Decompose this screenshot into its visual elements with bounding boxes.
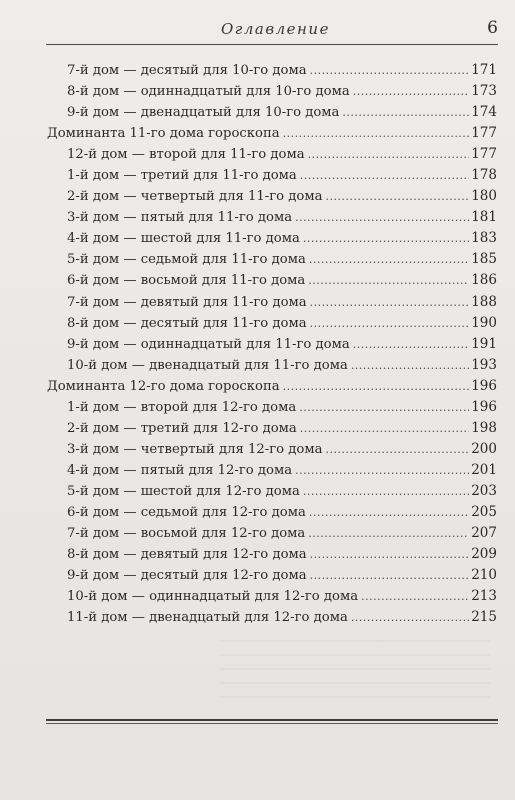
toc-entry-page: 215 <box>471 609 497 626</box>
toc-entry-page: 213 <box>471 588 497 605</box>
toc-entry <box>0 460 497 481</box>
toc-entry <box>0 544 497 565</box>
toc-entry <box>0 523 497 544</box>
dot-leader <box>351 355 469 376</box>
dot-leader <box>353 81 470 102</box>
dot-leader <box>310 60 470 81</box>
footer-rule-thin <box>46 723 498 724</box>
toc-entry <box>0 502 497 523</box>
dot-leader <box>303 481 469 502</box>
toc-entry-page: 193 <box>471 356 497 373</box>
dot-leader <box>310 292 470 313</box>
dot-leader <box>310 313 470 334</box>
toc-entry-label: 10-й дом — двенадцатый для 11-го дома <box>67 357 348 373</box>
toc-entry-page: 207 <box>471 525 497 542</box>
dot-leader <box>295 460 469 481</box>
toc-entry-page: 201 <box>471 461 497 478</box>
toc-entry-page: 183 <box>471 230 497 247</box>
toc-entry <box>0 81 497 102</box>
toc-entry-page: 173 <box>471 83 497 100</box>
toc-entry-label: 1-й дом — второй для 12-го дома <box>67 399 297 415</box>
toc-entry <box>0 607 497 628</box>
dot-leader <box>308 523 469 544</box>
dot-leader <box>295 207 469 228</box>
toc-entry-label: 10-й дом — одиннадцатый для 12-го дома <box>67 589 359 605</box>
toc-entry <box>0 334 497 355</box>
dot-leader <box>308 270 469 291</box>
dot-leader <box>300 418 469 439</box>
toc-entry-label: 11-й дом — двенадцатый для 12-го дома <box>67 610 348 626</box>
toc-entry-page: 186 <box>471 272 497 289</box>
toc-entry-label: 3-й дом — пятый для 11-го дома <box>67 210 293 226</box>
toc-entry-label: 2-й дом — третий для 12-го дома <box>67 420 297 436</box>
toc-entry-page: 191 <box>471 335 497 352</box>
toc-entry-page: 171 <box>471 62 497 78</box>
toc-entry-page: 180 <box>471 188 497 205</box>
toc-entry <box>0 397 497 418</box>
toc-entry-page: 174 <box>471 104 497 121</box>
toc-entry <box>0 207 497 228</box>
toc-entry-label: 9-й дом — одиннадцатый для 11-го дома <box>67 336 350 352</box>
dot-leader <box>351 607 469 628</box>
toc-entry <box>0 186 497 207</box>
toc-entry <box>0 418 497 439</box>
toc-entry <box>0 228 497 249</box>
toc-entry-page: 198 <box>471 419 497 436</box>
toc-entry-label: 4-й дом — пятый для 12-го дома <box>67 462 293 478</box>
toc-entry-label: 8-й дом — десятый для 11-го дома <box>67 315 307 331</box>
dot-leader <box>325 186 469 207</box>
toc-entry <box>0 102 497 123</box>
toc-entry-page: 209 <box>471 546 497 563</box>
table-of-contents <box>0 60 515 628</box>
toc-entry <box>0 270 497 291</box>
toc-entry-label: Доминанта 11-го дома гороскопа <box>47 126 280 142</box>
dot-leader <box>309 502 469 523</box>
toc-entry-label: 5-й дом — шестой для 12-го дома <box>67 483 300 499</box>
toc-entry-label: 4-й дом — шестой для 11-го дома <box>67 231 300 247</box>
header-rule <box>46 44 498 45</box>
dot-leader <box>309 249 469 270</box>
toc-entry-label: 9-й дом — десятый для 12-го дома <box>67 568 307 584</box>
toc-entry-label: 8-й дом — одиннадцатый для 10-го дома <box>67 84 350 100</box>
dot-leader <box>300 165 469 186</box>
header-title: Оглавление <box>221 20 330 38</box>
toc-entry-label: 5-й дом — седьмой для 11-го дома <box>67 252 306 268</box>
toc-entry-label: 9-й дом — двенадцатый для 10-го дома <box>67 105 340 121</box>
toc-entry-page: 200 <box>471 440 497 457</box>
toc-entry-label: 7-й дом — восьмой для 12-го дома <box>67 526 306 542</box>
toc-section-entry <box>0 123 497 144</box>
toc-entry-page: 177 <box>471 125 497 142</box>
toc-entry-page: 178 <box>471 167 497 184</box>
toc-entry-page: 188 <box>471 293 497 310</box>
toc-entry-page: 190 <box>471 314 497 331</box>
toc-entry <box>0 144 497 165</box>
toc-entry <box>0 165 497 186</box>
toc-entry-page: 181 <box>471 209 497 226</box>
bleed-through-shadow <box>220 640 490 700</box>
toc-entry <box>0 313 497 334</box>
toc-entry-label: 7-й дом — девятый для 11-го дома <box>67 294 307 310</box>
toc-entry-page: 203 <box>471 482 497 499</box>
toc-entry-page: 205 <box>471 503 497 520</box>
toc-entry <box>0 60 497 81</box>
toc-entry-page: 196 <box>471 377 497 394</box>
toc-entry-label: 3-й дом — четвертый для 12-го дома <box>67 441 323 457</box>
toc-entry-label: 6-й дом — седьмой для 12-го дома <box>67 504 306 520</box>
footer-rule-thick <box>46 719 498 721</box>
dot-leader <box>342 102 469 123</box>
toc-entry-label: Доминанта 12-го дома гороскопа <box>47 378 280 394</box>
toc-entry-label: 6-й дом — восьмой для 11-го дома <box>67 273 306 289</box>
toc-entry-page: 177 <box>471 146 497 163</box>
running-header <box>46 18 498 44</box>
toc-entry-label: 1-й дом — третий для 11-го дома <box>67 168 297 184</box>
toc-entry-label: 8-й дом — девятый для 12-го дома <box>67 547 307 563</box>
dot-leader <box>325 439 469 460</box>
toc-entry-label: 7-й дом — десятый для 10-го дома <box>67 63 307 78</box>
toc-entry <box>0 586 497 607</box>
toc-entry-page: 185 <box>471 251 497 268</box>
toc-entry <box>0 439 497 460</box>
dot-leader <box>303 228 469 249</box>
dot-leader <box>283 123 470 144</box>
toc-entry-label: 12-й дом — второй для 11-го дома <box>67 147 305 163</box>
dot-leader <box>310 565 470 586</box>
dot-leader <box>361 586 469 607</box>
dot-leader <box>353 334 470 355</box>
dot-leader <box>308 144 470 165</box>
toc-entry-page: 196 <box>471 398 497 415</box>
toc-entry <box>0 565 497 586</box>
toc-entry-page: 210 <box>471 567 497 584</box>
toc-entry <box>0 355 497 376</box>
dot-leader <box>299 397 469 418</box>
toc-entry <box>0 249 497 270</box>
toc-entry-label: 2-й дом — четвертый для 11-го дома <box>67 189 323 205</box>
toc-section-entry <box>0 376 497 397</box>
page-number: 6 <box>487 18 498 38</box>
toc-entry <box>0 292 497 313</box>
dot-leader <box>283 376 470 397</box>
toc-entry <box>0 481 497 502</box>
dot-leader <box>310 544 470 565</box>
